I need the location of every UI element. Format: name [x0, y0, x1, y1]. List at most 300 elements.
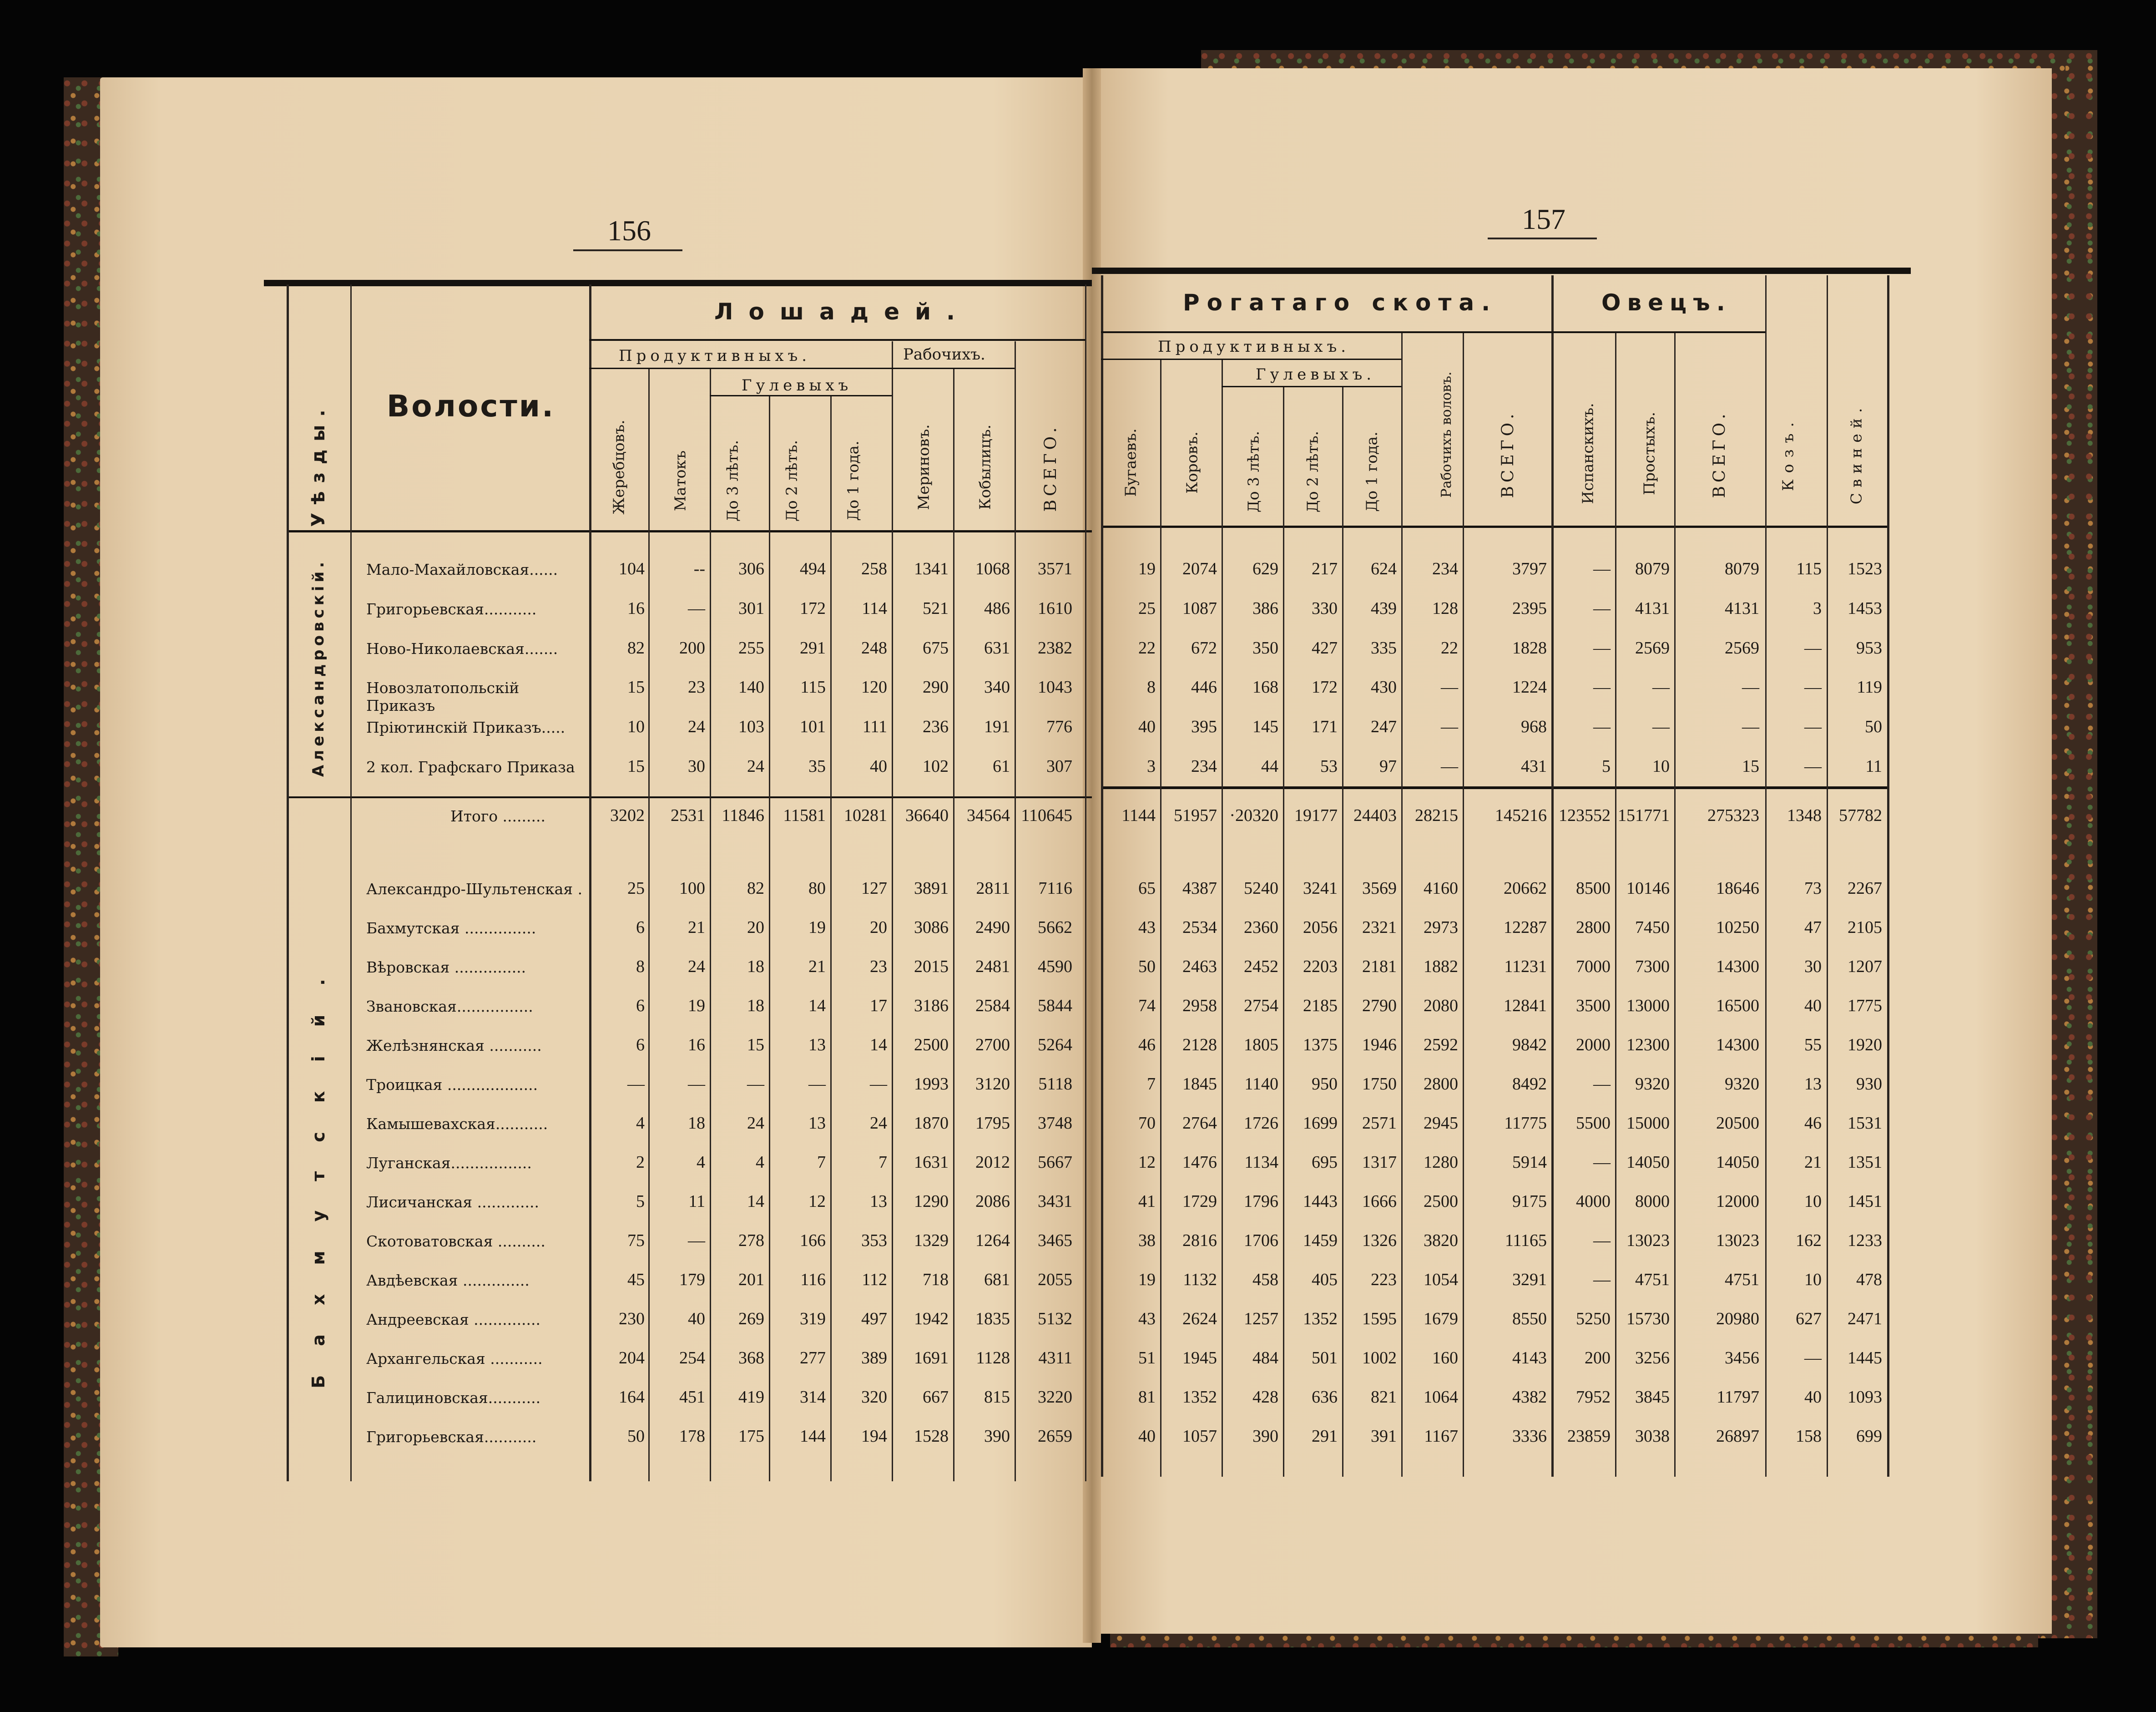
cell-left-5: 1528: [914, 1427, 949, 1446]
col-rdo1: До 1 года.: [1363, 431, 1381, 512]
cell-right-2: 168: [1252, 678, 1278, 697]
cell-right-8: 10: [1652, 757, 1670, 776]
cell-left-0: 6: [636, 1035, 645, 1054]
cell-right-4: 24403: [1353, 806, 1397, 825]
cell-right-5: 128: [1432, 599, 1458, 618]
table-row: [0, 1187, 2156, 1226]
volost-name: Григорьевская...........: [366, 600, 537, 618]
cell-left-0: 104: [619, 559, 645, 578]
cell-left-0: 2: [636, 1153, 645, 1172]
cell-right-1: 2958: [1182, 996, 1217, 1015]
cell-right-7: 8500: [1576, 879, 1611, 898]
volost-name: Троицкая ...................: [366, 1076, 538, 1094]
cell-right-11: 1775: [1848, 996, 1882, 1015]
cell-right-5: 2945: [1424, 1114, 1458, 1133]
table-row: [0, 752, 2156, 791]
cell-right-6: 4382: [1512, 1388, 1547, 1407]
cell-left-3: 101: [800, 717, 826, 736]
cell-right-5: 3820: [1424, 1231, 1458, 1250]
left-page-number: 156: [607, 214, 651, 247]
cell-left-6: 2012: [975, 1153, 1010, 1172]
cell-left-1: 179: [679, 1270, 705, 1289]
cell-left-3: —: [808, 1074, 826, 1094]
cell-right-3: 1352: [1303, 1309, 1338, 1328]
cell-left-3: 7: [817, 1153, 826, 1172]
cell-right-7: —: [1593, 1231, 1611, 1250]
col-rdo3: До 3 лѣтъ.: [1244, 431, 1262, 513]
cell-right-8: 8000: [1635, 1192, 1670, 1211]
cell-left-6: 1795: [975, 1114, 1010, 1133]
cell-right-8: 12300: [1626, 1035, 1670, 1054]
cell-right-7: 7952: [1576, 1388, 1611, 1407]
cell-left-0: 25: [627, 879, 645, 898]
cell-left-7: 3220: [1038, 1388, 1072, 1407]
cell-left-5: 1870: [914, 1114, 949, 1133]
table-row: [0, 952, 2156, 991]
cell-left-5: 1290: [914, 1192, 949, 1211]
cell-right-7: —: [1593, 717, 1611, 736]
cell-right-6: 8550: [1512, 1309, 1547, 1328]
cell-left-3: 319: [800, 1309, 826, 1328]
cell-left-3: 291: [800, 638, 826, 658]
cell-left-2: 255: [738, 638, 764, 658]
cell-left-6: 61: [993, 757, 1010, 776]
cell-left-5: 718: [923, 1270, 949, 1289]
cell-right-1: 672: [1191, 638, 1217, 658]
cell-right-11: 1531: [1848, 1114, 1882, 1133]
table-row: [0, 1304, 2156, 1343]
cell-right-11: 1351: [1848, 1153, 1882, 1172]
cell-right-5: 2500: [1424, 1192, 1458, 1211]
cell-right-0: 19: [1138, 559, 1156, 578]
cell-left-2: 4: [756, 1153, 764, 1172]
cell-right-4: 335: [1371, 638, 1397, 658]
cell-left-4: 194: [861, 1427, 887, 1446]
cell-right-11: 953: [1856, 638, 1882, 658]
cell-left-1: 100: [679, 879, 705, 898]
volost-name: Вѣровская ...............: [366, 958, 526, 976]
cell-left-7: 7116: [1038, 879, 1072, 898]
cell-left-1: 11: [688, 1192, 705, 1211]
cell-right-0: 50: [1138, 957, 1156, 976]
cell-right-2: 1257: [1244, 1309, 1278, 1328]
cell-right-3: 1459: [1303, 1231, 1338, 1250]
cell-right-11: 930: [1856, 1074, 1882, 1094]
cell-left-1: 4: [697, 1153, 705, 1172]
cell-left-4: 112: [862, 1270, 887, 1289]
cell-left-4: 114: [862, 599, 887, 618]
cell-left-3: 14: [808, 996, 826, 1015]
cell-right-2: 1134: [1244, 1153, 1278, 1172]
cell-right-3: 950: [1312, 1074, 1338, 1094]
cell-left-5: 290: [923, 678, 949, 697]
cell-right-8: 15730: [1626, 1309, 1670, 1328]
cell-left-2: 301: [738, 599, 764, 618]
cell-right-7: 5250: [1576, 1309, 1611, 1328]
volost-name: Архангельская ...........: [366, 1350, 543, 1368]
cell-left-0: 164: [619, 1388, 645, 1407]
cell-right-1: 51957: [1174, 806, 1217, 825]
cell-right-2: 458: [1252, 1270, 1278, 1289]
cell-right-11: 2471: [1848, 1309, 1882, 1328]
cell-left-3: 19: [808, 918, 826, 937]
cell-left-6: 3120: [975, 1074, 1010, 1094]
cell-right-7: —: [1593, 638, 1611, 658]
cell-left-7: 4311: [1038, 1348, 1072, 1368]
cell-left-1: 19: [688, 996, 705, 1015]
cell-right-3: 1375: [1303, 1035, 1338, 1054]
table-row: [0, 1343, 2156, 1383]
cell-left-3: 115: [800, 678, 826, 697]
cell-right-4: 1317: [1362, 1153, 1397, 1172]
volost-name: Галициновская...........: [366, 1389, 541, 1407]
cell-right-3: 217: [1312, 559, 1338, 578]
cell-right-1: 2816: [1182, 1231, 1217, 1250]
cell-right-11: 50: [1865, 717, 1882, 736]
table-row: [0, 801, 2156, 840]
cell-left-4: 127: [861, 879, 887, 898]
cell-left-4: 320: [861, 1388, 887, 1407]
uezd-label-aleksandrovskii: Александровскій.: [309, 558, 328, 777]
cell-right-10: 73: [1804, 879, 1822, 898]
cell-right-3: 19177: [1294, 806, 1338, 825]
cell-right-0: 7: [1147, 1074, 1156, 1094]
cell-left-6: 1264: [975, 1231, 1010, 1250]
cell-right-3: 291: [1312, 1427, 1338, 1446]
cell-left-1: 451: [679, 1388, 705, 1407]
cell-left-2: 419: [738, 1388, 764, 1407]
cell-right-10: 162: [1796, 1231, 1822, 1250]
cell-right-6: 8492: [1512, 1074, 1547, 1094]
cell-left-3: 144: [800, 1427, 826, 1446]
cell-left-4: 258: [861, 559, 887, 578]
cell-right-9: 14300: [1716, 1035, 1759, 1054]
cell-left-2: 103: [738, 717, 764, 736]
cell-left-5: 3891: [914, 879, 949, 898]
cell-right-11: 1093: [1848, 1388, 1882, 1407]
table-row: [0, 874, 2156, 913]
cell-right-6: 2395: [1512, 599, 1547, 618]
cell-right-7: 2800: [1576, 918, 1611, 937]
cell-right-9: 11797: [1717, 1388, 1759, 1407]
cell-right-1: 1729: [1182, 1192, 1217, 1211]
cell-left-7: 5662: [1038, 918, 1072, 937]
cell-right-6: 9842: [1512, 1035, 1547, 1054]
cell-right-9: 3456: [1725, 1348, 1759, 1368]
volost-name: Лисичанская .............: [366, 1193, 539, 1211]
cell-right-10: 55: [1804, 1035, 1822, 1054]
cell-right-7: 7000: [1576, 957, 1611, 976]
cell-right-6: 4143: [1512, 1348, 1547, 1368]
cell-right-8: 14050: [1626, 1153, 1670, 1172]
cell-right-8: 13000: [1626, 996, 1670, 1015]
cell-right-4: 821: [1371, 1388, 1397, 1407]
cell-left-2: 278: [738, 1231, 764, 1250]
cell-right-0: 81: [1138, 1388, 1156, 1407]
cell-right-9: 2569: [1725, 638, 1759, 658]
cell-right-4: 1002: [1362, 1348, 1397, 1368]
cell-right-6: 1224: [1512, 678, 1547, 697]
cell-left-1: —: [688, 1231, 705, 1250]
cell-right-0: 70: [1138, 1114, 1156, 1133]
cell-right-9: 14050: [1716, 1153, 1759, 1172]
table-row: [0, 1109, 2156, 1148]
cell-right-2: 1726: [1244, 1114, 1278, 1133]
cell-left-4: 24: [870, 1114, 887, 1133]
cell-right-5: 4160: [1424, 879, 1458, 898]
cell-right-4: 2571: [1362, 1114, 1397, 1133]
cell-left-0: 5: [636, 1192, 645, 1211]
cell-right-0: 40: [1138, 1427, 1156, 1446]
cell-right-4: 2790: [1362, 996, 1397, 1015]
cell-right-7: —: [1593, 1074, 1611, 1094]
cell-right-8: 3845: [1635, 1388, 1670, 1407]
cell-left-2: 24: [747, 757, 764, 776]
cell-left-4: 23: [870, 957, 887, 976]
col-rabochikh-volov: Рабочихъ воловъ.: [1439, 371, 1454, 498]
cell-right-0: 3: [1147, 757, 1156, 776]
cell-left-2: 140: [738, 678, 764, 697]
volost-name: Желѣзнянская ...........: [366, 1037, 542, 1054]
cell-right-0: 12: [1138, 1153, 1156, 1172]
cell-right-11: 1523: [1848, 559, 1882, 578]
cell-left-3: 116: [800, 1270, 826, 1289]
table-row: [0, 1265, 2156, 1304]
cell-left-2: 82: [747, 879, 764, 898]
volost-name: Мало-Махайловская......: [366, 561, 558, 578]
cell-right-11: 1445: [1848, 1348, 1882, 1368]
cell-left-2: 175: [738, 1427, 764, 1446]
cell-right-1: 1845: [1182, 1074, 1217, 1094]
cell-right-2: 428: [1252, 1388, 1278, 1407]
cell-left-5: 1341: [914, 559, 949, 578]
cell-right-1: 2534: [1182, 918, 1217, 937]
cell-right-4: 97: [1379, 757, 1397, 776]
volost-name: Авдѣевская ..............: [366, 1271, 530, 1289]
cell-right-10: 46: [1804, 1114, 1822, 1133]
cell-left-3: 11581: [783, 806, 826, 825]
cell-right-10: 10: [1804, 1192, 1822, 1211]
cell-right-8: 13023: [1626, 1231, 1670, 1250]
cell-right-11: 57782: [1839, 806, 1882, 825]
cell-left-7: 5132: [1038, 1309, 1072, 1328]
cell-left-4: 40: [870, 757, 887, 776]
cell-right-10: 115: [1796, 559, 1822, 578]
cell-right-9: 20500: [1716, 1114, 1759, 1133]
cell-left-2: 15: [747, 1035, 764, 1054]
cell-left-0: 16: [627, 599, 645, 618]
cell-left-1: 24: [688, 957, 705, 976]
cell-right-11: 478: [1856, 1270, 1882, 1289]
cell-left-0: 3202: [610, 806, 645, 825]
cell-right-6: 12287: [1504, 918, 1547, 937]
cell-left-5: 1631: [914, 1153, 949, 1172]
ovets-header: Овецъ.: [1601, 289, 1732, 316]
cell-right-4: 1750: [1362, 1074, 1397, 1094]
cell-left-3: 12: [808, 1192, 826, 1211]
cell-left-6: 2811: [976, 879, 1010, 898]
cell-right-11: 119: [1857, 678, 1882, 697]
cell-left-4: 20: [870, 918, 887, 937]
cell-right-8: —: [1652, 717, 1670, 736]
cell-right-8: 15000: [1626, 1114, 1670, 1133]
table-row: [0, 1226, 2156, 1265]
loshadei-header: Лошадей.: [714, 299, 971, 325]
cell-left-6: 191: [984, 717, 1010, 736]
cell-left-2: 201: [738, 1270, 764, 1289]
col-vsego-horses: ВСЕГО.: [1041, 424, 1060, 512]
cell-right-5: 1064: [1424, 1388, 1458, 1407]
cell-right-1: 1132: [1183, 1270, 1217, 1289]
cell-left-7: 3465: [1038, 1231, 1072, 1250]
cell-right-1: 1476: [1182, 1153, 1217, 1172]
cell-left-5: 521: [923, 599, 949, 618]
cell-left-1: 16: [688, 1035, 705, 1054]
cell-left-6: 2490: [975, 918, 1010, 937]
cell-left-2: 24: [747, 1114, 764, 1133]
cell-right-0: 38: [1138, 1231, 1156, 1250]
cell-right-10: 30: [1804, 957, 1822, 976]
cell-right-3: 636: [1312, 1388, 1338, 1407]
cell-left-6: 390: [984, 1427, 1010, 1446]
cell-right-7: 5500: [1576, 1114, 1611, 1133]
cell-right-7: 2000: [1576, 1035, 1611, 1054]
cell-right-9: 8079: [1725, 559, 1759, 578]
cell-right-7: —: [1593, 599, 1611, 618]
cell-right-5: 28215: [1415, 806, 1458, 825]
table-row: [0, 1422, 2156, 1461]
volost-name: Камышевахская...........: [366, 1115, 548, 1133]
table-row: [0, 594, 2156, 633]
cell-right-10: 40: [1804, 1388, 1822, 1407]
cell-right-6: 5914: [1512, 1153, 1547, 1172]
cell-right-6: 3336: [1512, 1427, 1547, 1446]
gulevykh-header-left: Гулевыхъ: [742, 376, 853, 395]
cell-left-6: 34564: [967, 806, 1010, 825]
cell-right-5: 2973: [1424, 918, 1458, 937]
cell-right-0: 19: [1138, 1270, 1156, 1289]
cell-right-1: 1087: [1182, 599, 1217, 618]
cell-right-8: 10146: [1626, 879, 1670, 898]
cell-left-0: 50: [627, 1427, 645, 1446]
cell-left-6: 2700: [975, 1035, 1010, 1054]
cell-right-4: 223: [1371, 1270, 1397, 1289]
col-bugaev: Бугаевъ.: [1121, 428, 1140, 497]
cell-left-6: 1835: [975, 1309, 1010, 1328]
cell-right-2: 2452: [1244, 957, 1278, 976]
cell-right-5: 22: [1441, 638, 1458, 658]
cell-right-10: 1348: [1787, 806, 1822, 825]
col-do2: До 2 лѣтъ.: [783, 440, 801, 522]
cell-right-7: 200: [1585, 1348, 1611, 1368]
cell-right-1: 2128: [1182, 1035, 1217, 1054]
cell-right-4: 1946: [1362, 1035, 1397, 1054]
cell-left-3: 277: [800, 1348, 826, 1368]
col-svinei: Свиней.: [1847, 402, 1865, 505]
cell-left-1: 23: [688, 678, 705, 697]
col-vsego-sheep: ВСЕГО.: [1710, 410, 1729, 498]
cell-right-5: 2080: [1424, 996, 1458, 1015]
cell-right-0: 65: [1138, 879, 1156, 898]
cell-left-5: 236: [923, 717, 949, 736]
cell-left-0: 4: [636, 1114, 645, 1133]
cell-right-5: 1054: [1424, 1270, 1458, 1289]
table-row: [0, 633, 2156, 673]
cell-left-3: 13: [808, 1114, 826, 1133]
cell-right-6: 145216: [1495, 806, 1547, 825]
cell-right-6: 9175: [1512, 1192, 1547, 1211]
cell-right-2: 145: [1252, 717, 1278, 736]
cell-left-6: 486: [984, 599, 1010, 618]
cell-right-8: 4131: [1635, 599, 1670, 618]
cell-right-10: 10: [1804, 1270, 1822, 1289]
cell-right-5: 1280: [1424, 1153, 1458, 1172]
cell-right-7: 5: [1602, 757, 1611, 776]
cell-left-0: 15: [627, 678, 645, 697]
cell-left-1: 21: [688, 918, 705, 937]
cell-right-9: 18646: [1716, 879, 1759, 898]
cell-right-5: 2800: [1424, 1074, 1458, 1094]
cell-right-10: —: [1804, 638, 1822, 658]
cell-right-10: —: [1804, 757, 1822, 776]
cell-left-1: 2531: [671, 806, 705, 825]
cell-left-7: 2382: [1038, 638, 1072, 658]
cell-right-6: 431: [1521, 757, 1547, 776]
cell-right-8: 9320: [1635, 1074, 1670, 1094]
cell-left-3: 166: [800, 1231, 826, 1250]
cell-right-10: 21: [1804, 1153, 1822, 1172]
cell-left-1: 178: [679, 1427, 705, 1446]
cell-right-1: 1945: [1182, 1348, 1217, 1368]
cell-left-7: 307: [1046, 757, 1072, 776]
cell-right-9: —: [1742, 678, 1759, 697]
cell-left-4: 10281: [844, 806, 887, 825]
volost-name: Звановская................: [366, 998, 533, 1015]
cell-left-5: 1691: [914, 1348, 949, 1368]
cell-left-6: 631: [984, 638, 1010, 658]
cell-right-6: 12841: [1504, 996, 1547, 1015]
cell-right-8: 3038: [1635, 1427, 1670, 1446]
cell-right-6: 3291: [1512, 1270, 1547, 1289]
cell-right-9: —: [1742, 717, 1759, 736]
cell-right-9: 275323: [1707, 806, 1759, 825]
cell-right-5: —: [1441, 717, 1458, 736]
cell-left-4: 497: [861, 1309, 887, 1328]
cell-left-7: 2659: [1038, 1427, 1072, 1446]
cell-right-3: 3241: [1303, 879, 1338, 898]
cell-right-2: 386: [1252, 599, 1278, 618]
cell-right-3: 695: [1312, 1153, 1338, 1172]
cell-right-10: —: [1804, 678, 1822, 697]
productive-header-left: Продуктивныхъ.: [619, 347, 811, 365]
volost-name: Григорьевская...........: [366, 1428, 537, 1446]
cell-left-5: 1993: [914, 1074, 949, 1094]
cell-right-9: 26897: [1716, 1427, 1759, 1446]
cell-right-8: 3256: [1635, 1348, 1670, 1368]
volost-name: Пріютинскій Приказъ.....: [366, 719, 566, 736]
volost-name: Ново-Николаевская.......: [366, 640, 558, 658]
cell-left-0: 82: [627, 638, 645, 658]
cell-left-7: 1610: [1038, 599, 1072, 618]
cell-right-2: 629: [1252, 559, 1278, 578]
col-do1: До 1 года.: [844, 441, 862, 521]
cell-right-3: 501: [1312, 1348, 1338, 1368]
cell-right-3: 330: [1312, 599, 1338, 618]
cell-left-1: —: [688, 599, 705, 618]
cell-left-7: 5667: [1038, 1153, 1072, 1172]
cell-right-7: —: [1593, 1153, 1611, 1172]
cell-left-6: 2584: [975, 996, 1010, 1015]
